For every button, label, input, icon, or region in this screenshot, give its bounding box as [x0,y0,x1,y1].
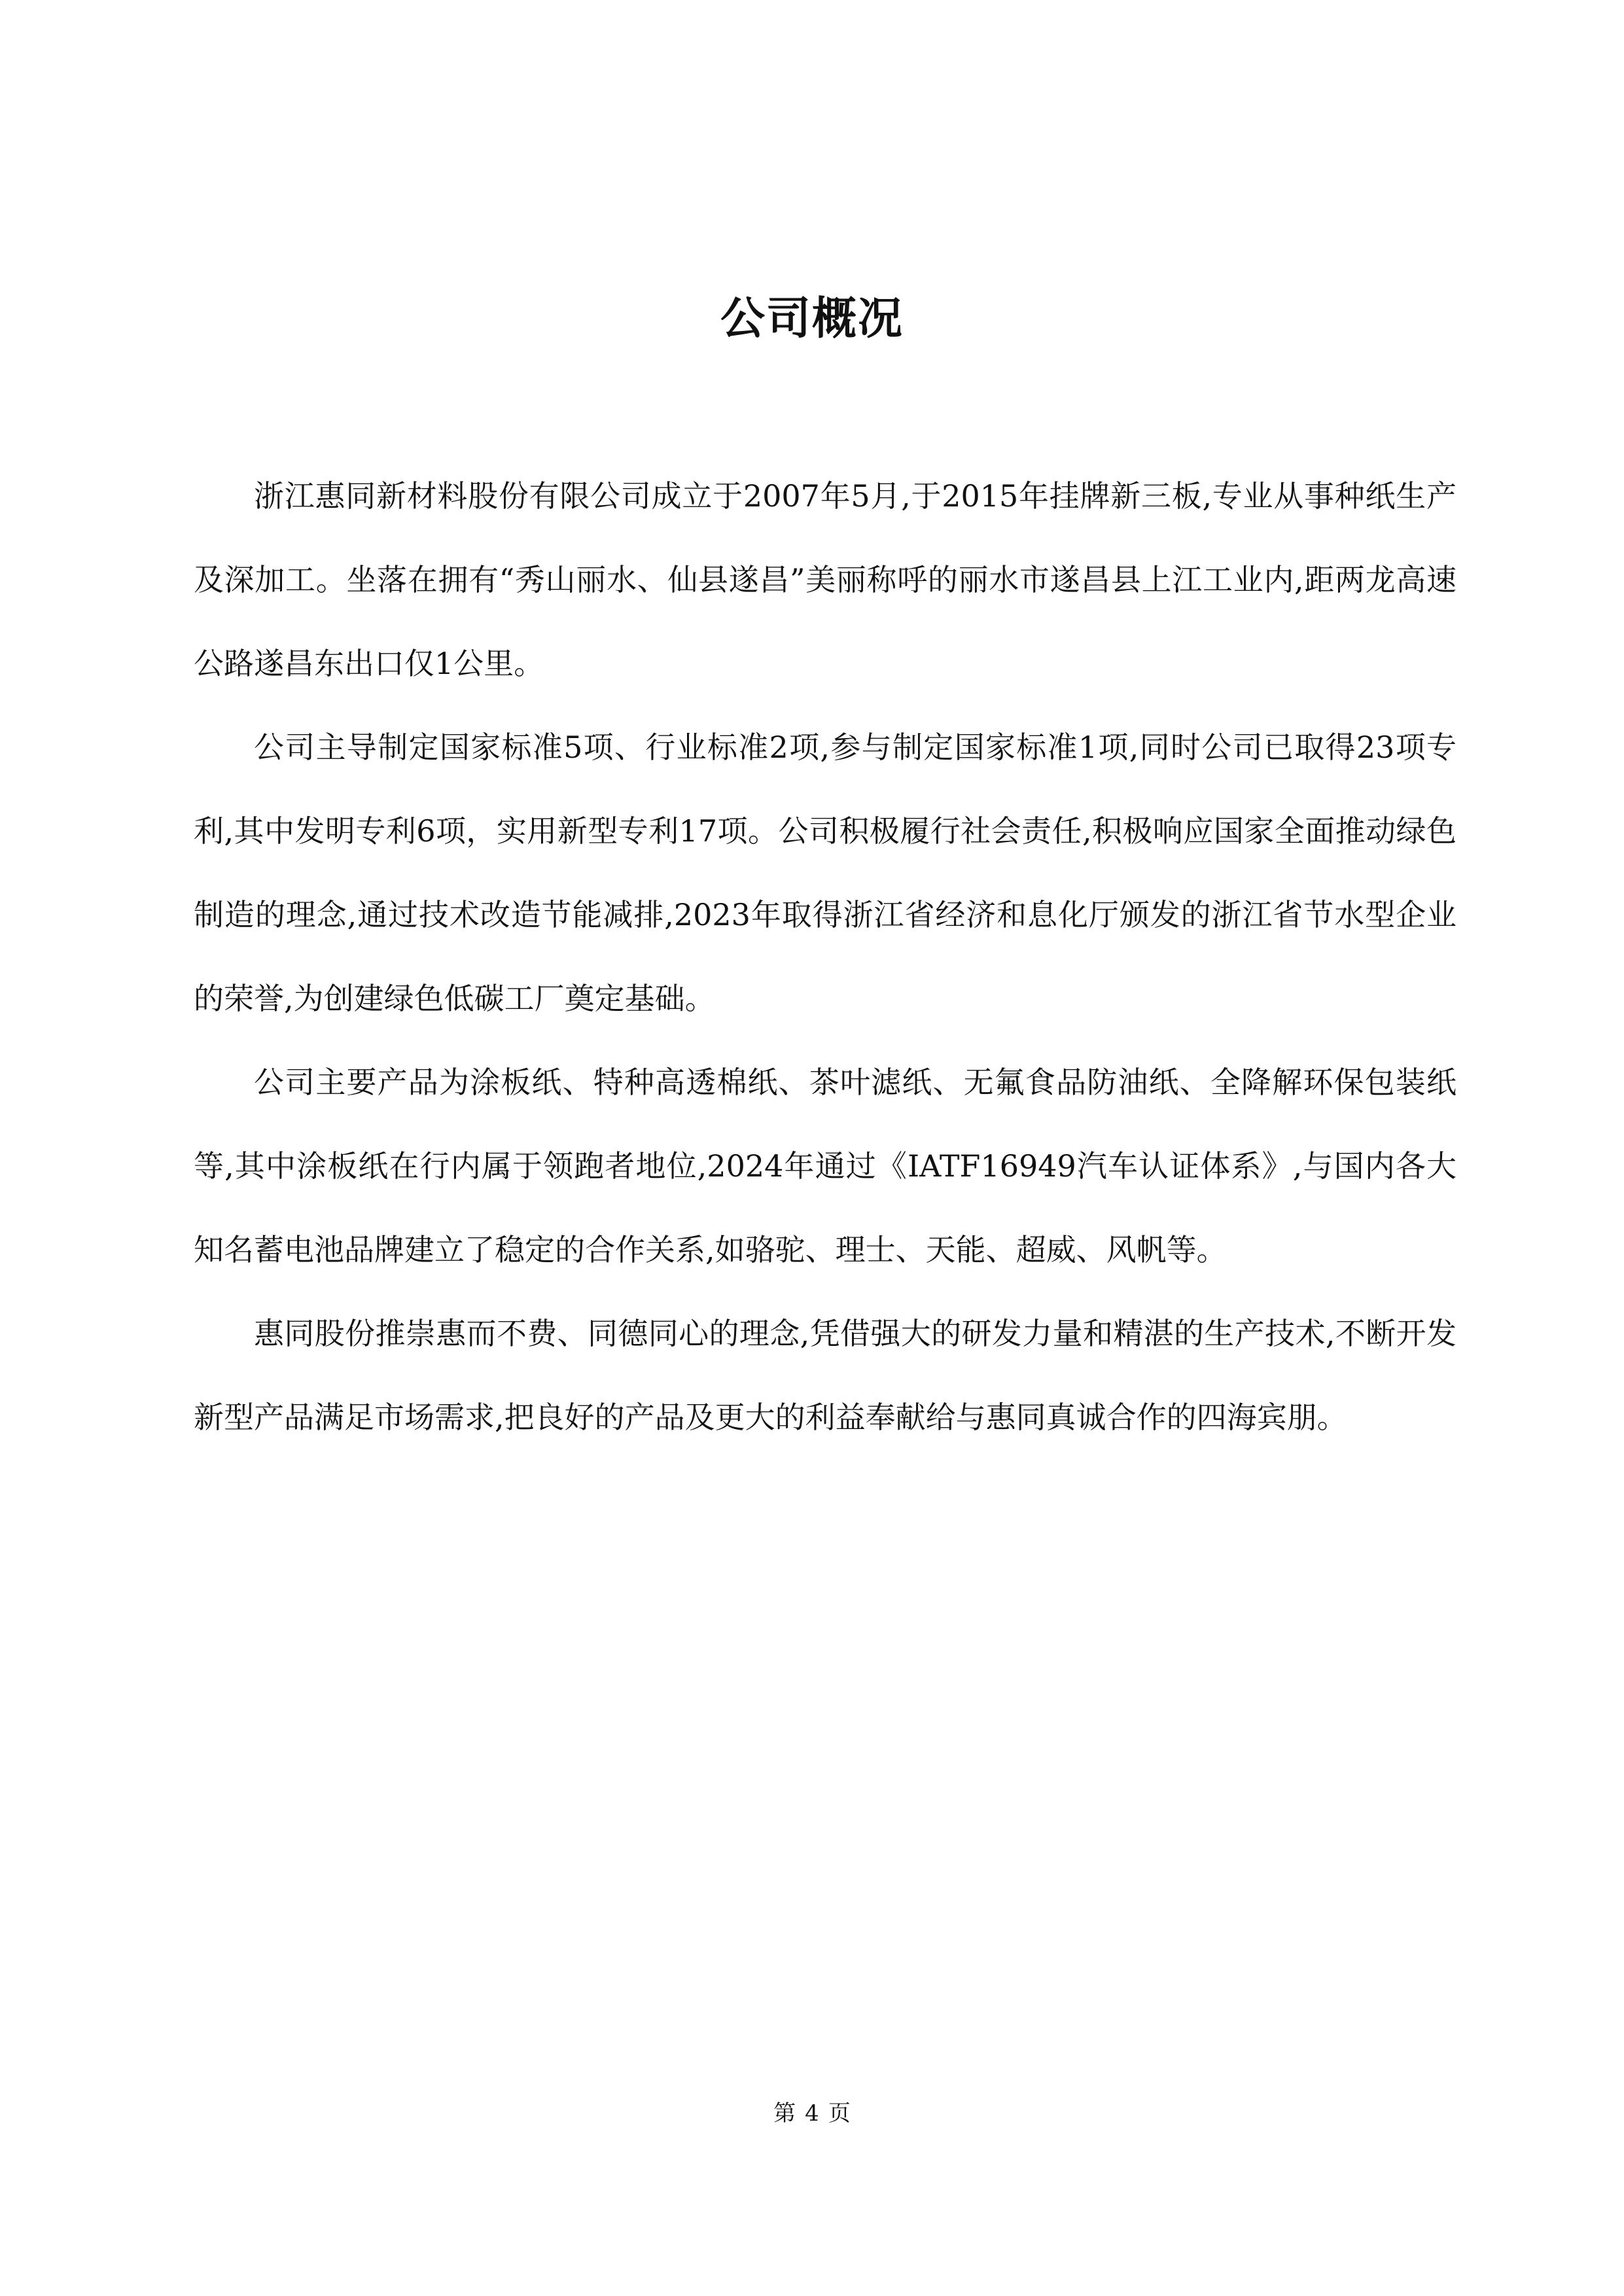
page-number-value: 4 [805,2100,819,2127]
page-title: 公司概况 [720,293,904,345]
paragraph-philosophy: 惠同股份推崇惠而不费、同德同心的理念,凭借强大的研发力量和精湛的生产技术,不断开发新型产品满足市场需求,把良好的产品及更大的利益奉献给与惠同真诚合作的四海宾朋。 [194,1316,1456,1435]
document-body [194,454,1456,1459]
paragraph-company-intro: 浙江惠同新材料股份有限公司成立于2007年5月,于2015年挂牌新三板,专业从事种纸生产及深加工。坐落在拥有“秀山丽水、仙县遂昌”美丽称呼的丽水市遂昌县上江工业内,距两龙高速公路遂昌东出口仅1公里。 [194,478,1456,681]
page-number [0,2097,1624,2130]
page-number-suffix: 页 [828,2100,851,2127]
paragraph-products: 公司主要产品为涂板纸、特种高透棉纸、茶叶滤纸、无氟食品防油纸、全降解环保包装纸等,其中涂板纸在行内属于领跑者地位,2024年通过《IATF16949汽车认证体系》,与国内各大知名蓄电池品牌建立了稳定的合作关系,如骆驼、理士、天能、超威、风帆等。 [194,1065,1456,1267]
page-number-prefix: 第 [773,2100,796,2127]
paragraph-standards-patents: 公司主导制定国家标准5项、行业标准2项,参与制定国家标准1项,同时公司已取得23项专利,其中发明专利6项，实用新型专利17项。公司积极履行社会责任,积极响应国家全面推动绿色制造的理念,通过技术改造节能减排,2023年取得浙江省经济和息化厅颁发的浙江省节水型企业的荣誉,为创建绿色低碳工厂奠定基础。 [194,730,1456,1016]
